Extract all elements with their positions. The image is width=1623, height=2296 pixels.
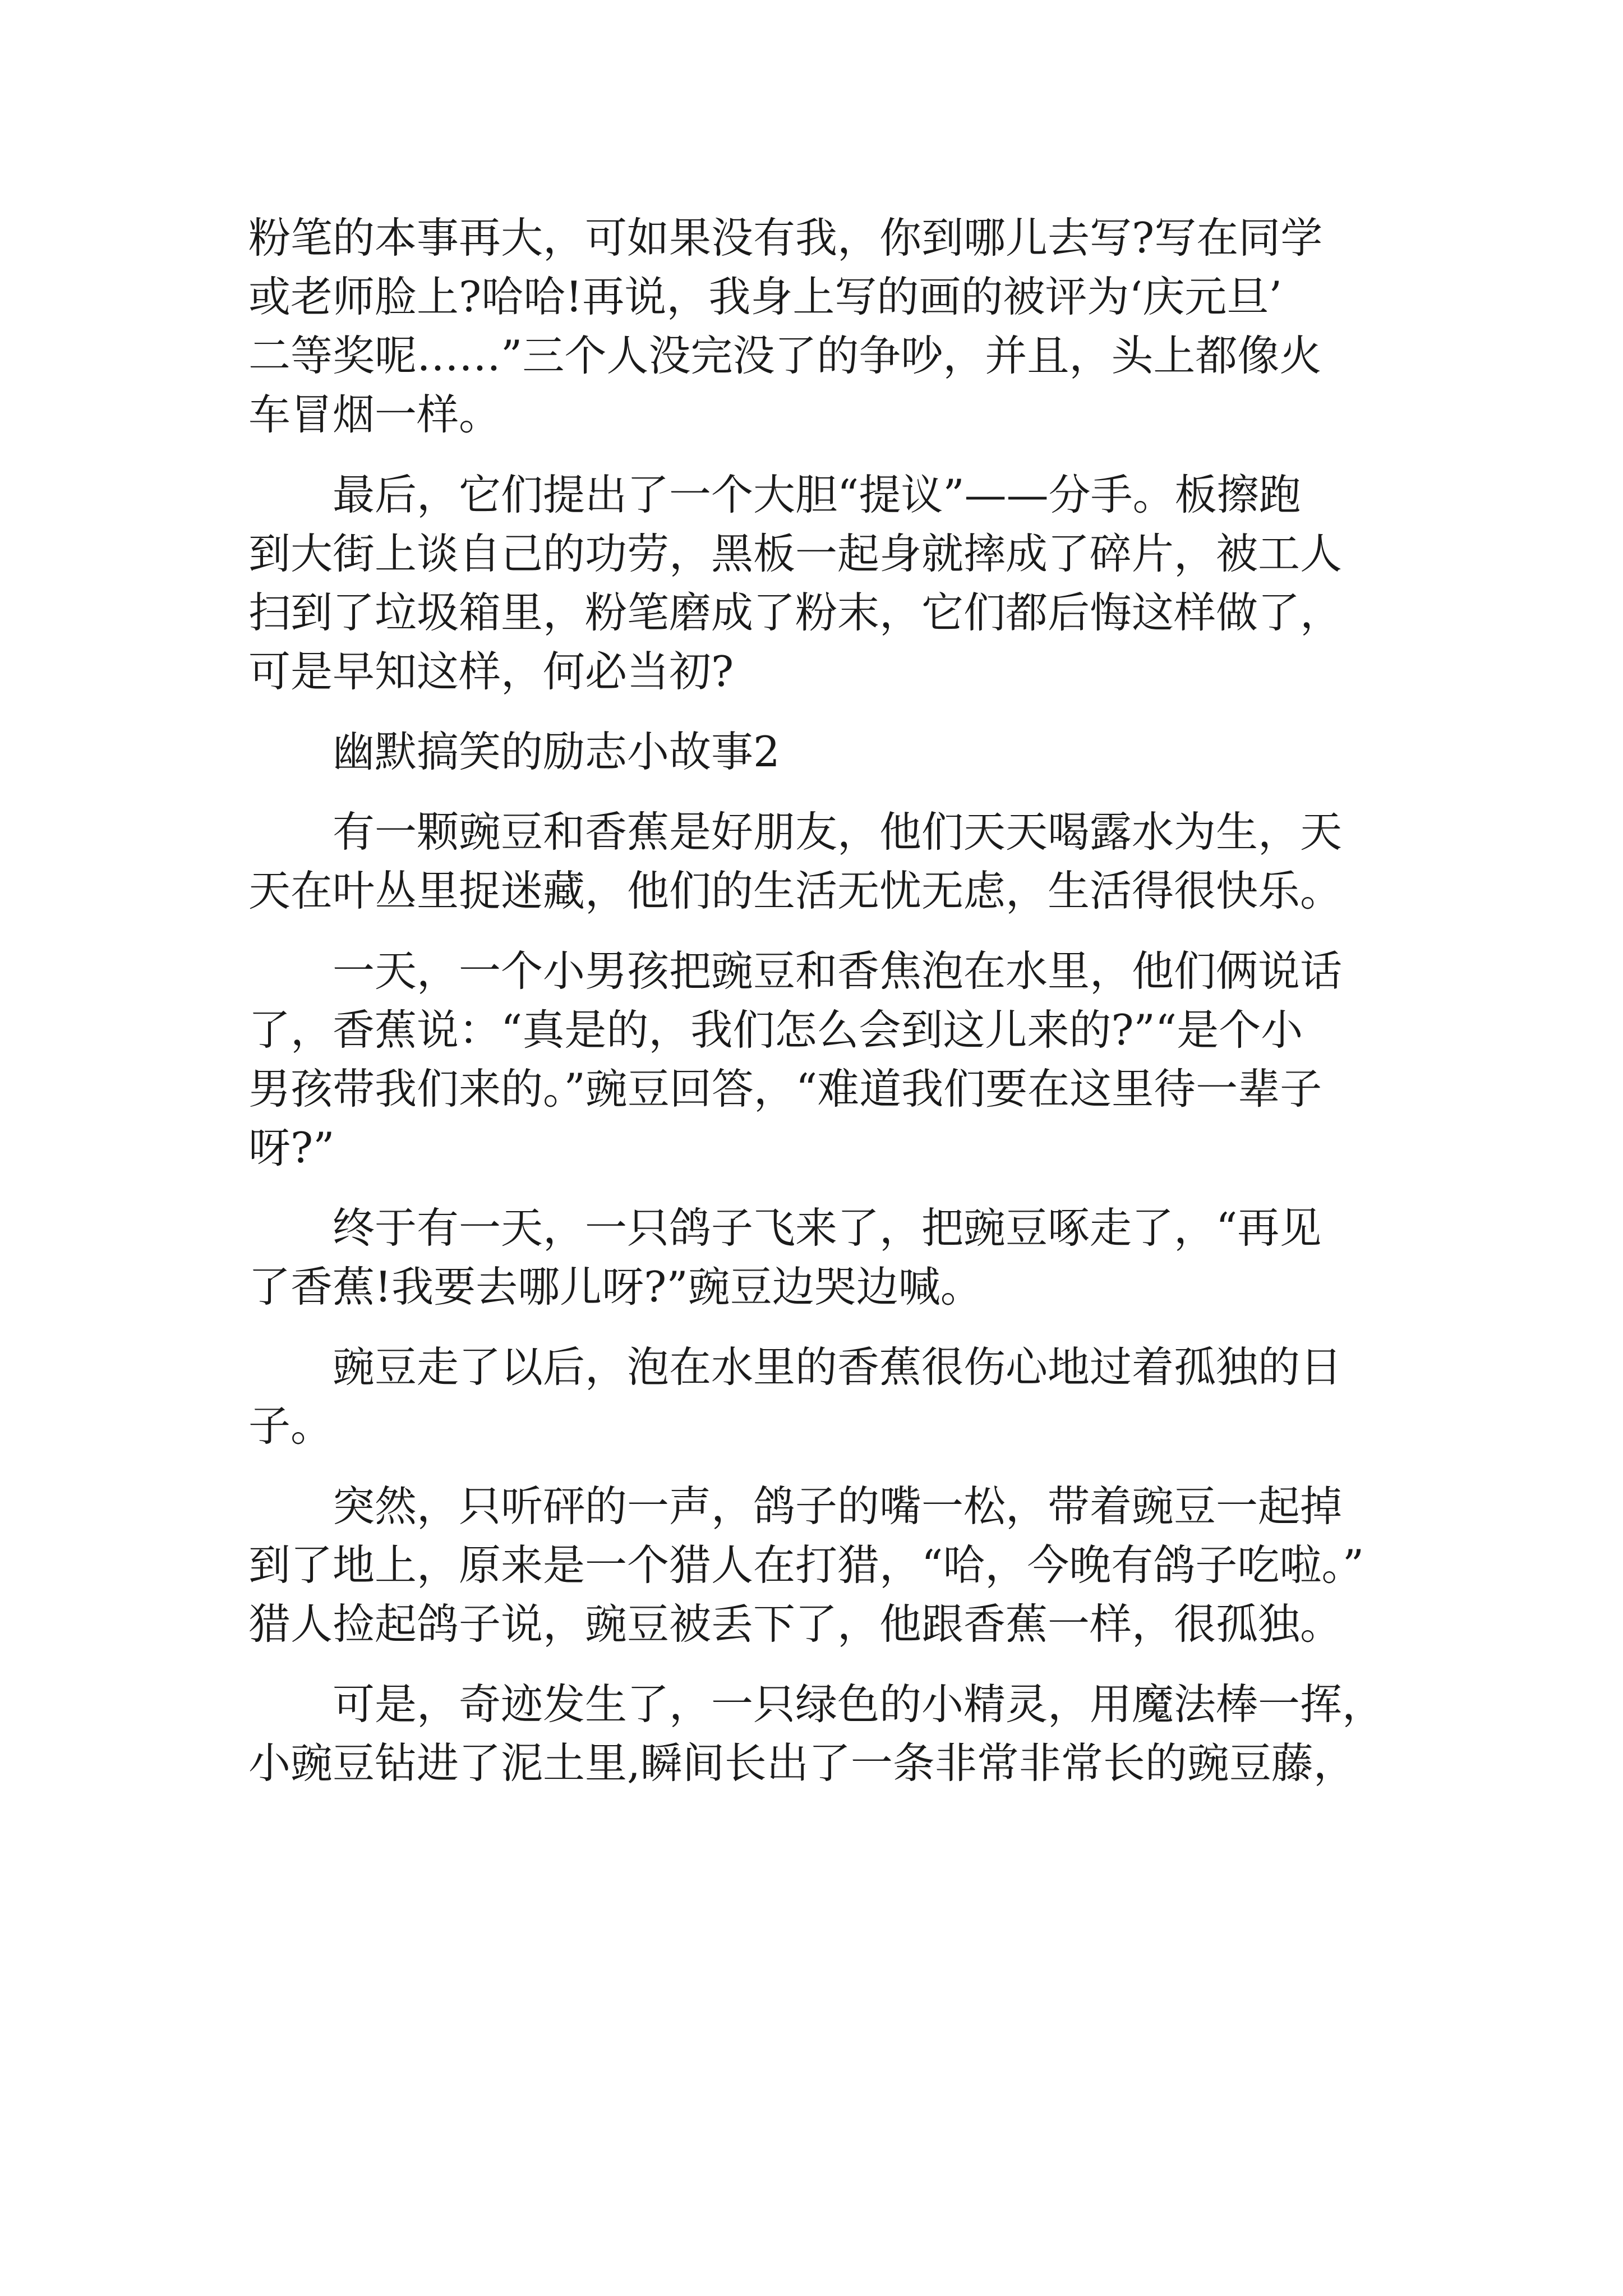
paragraph [248,942,1393,1177]
text-line: 车冒烟一样。 [248,390,501,439]
paragraph [248,1477,1393,1654]
text-line: 可是早知这样，何必当初? [248,647,734,696]
paragraph [248,1338,1393,1456]
text-line: 可是，奇迹发生了，一只绿色的小精灵，用魔法棒一挥， [333,1680,1385,1729]
text-line: 猎人捡起鸽子说，豌豆被丢下了，他跟香蕉一样，很孤独。 [248,1599,1343,1649]
text-line: 粉笔的本事再大，可如果没有我，你到哪儿去写?写在同学 [248,213,1323,263]
text-line: 突然，只听砰的一声，鸽子的嘴一松，带着豌豆一起掉 [333,1481,1343,1531]
text-line: 扫到了垃圾箱里，粉笔磨成了粉末，它们都后悔这样做了， [248,588,1343,637]
text-line: 或老师脸上?哈哈!再说，我身上写的画的被评为‘庆元旦’ [248,272,1283,321]
text-line: 了香蕉!我要去哪儿呀?”豌豆边哭边喊。 [248,1262,983,1312]
text-line: 幽默搞笑的励志小故事2 [333,727,780,776]
text-line: 到大街上谈自己的功劳，黑板一起身就摔成了碎片，被工人 [248,529,1343,578]
text-line: 终于有一天，一只鸽子飞来了，把豌豆啄走了，“再见 [333,1203,1322,1253]
text-line: 一天，一个小男孩把豌豆和香焦泡在水里，他们俩说话 [333,946,1343,996]
document-body [248,209,1393,1793]
text-line: 天在叶丛里捉迷藏，他们的生活无忧无虑，生活得很快乐。 [248,866,1343,915]
paragraph [248,466,1393,701]
text-line: 最后，它们提出了一个大胆“提议”——分手。板擦跑 [333,470,1301,519]
paragraph [248,803,1393,921]
text-line: 有一颗豌豆和香蕉是好朋友，他们天天喝露水为生，天 [333,807,1343,857]
paragraph [248,1199,1393,1317]
text-line: 到了地上，原来是一个猎人在打猎，“哈，今晚有鸽子吃啦。” [248,1540,1364,1590]
text-line: 呀?” [248,1123,335,1172]
paragraph [248,209,1393,444]
text-line: 小豌豆钻进了泥土里,瞬间长出了一条非常非常长的豌豆藤， [248,1738,1355,1788]
text-line: 二等奖呢……”三个人没完没了的争吵，并且，头上都像火 [248,331,1322,380]
text-line: 子。 [248,1401,333,1451]
paragraph [248,1675,1393,1793]
paragraph [248,723,1393,781]
text-line: 了，香蕉说：“真是的，我们怎么会到这儿来的?”“是个小 [248,1005,1303,1055]
text-line: 豌豆走了以后，泡在水里的香蕉很伤心地过着孤独的日 [333,1342,1343,1392]
text-line: 男孩带我们来的。”豌豆回答，“难道我们要在这里待一辈子 [248,1064,1322,1114]
